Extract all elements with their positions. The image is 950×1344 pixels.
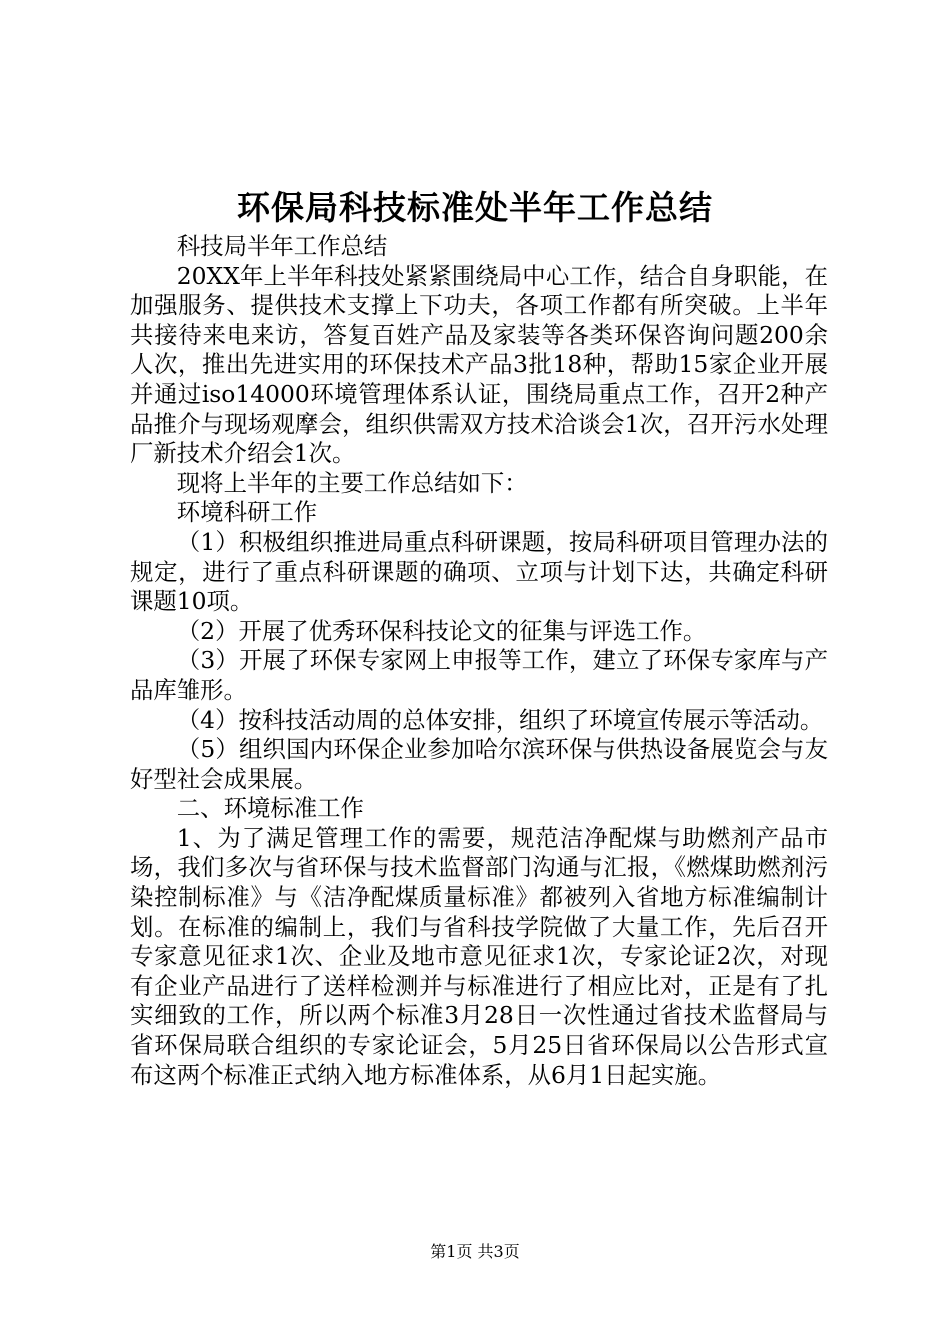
paragraph-item-3: （3）开展了环保专家网上申报等工作，建立了环保专家库与产品库雏形。 <box>130 646 828 704</box>
paragraph-intro: 现将上半年的主要工作总结如下： <box>176 468 528 497</box>
paragraph-item-1: （1）积极组织推进局重点科研课题，按局科研项目管理办法的规定，进行了重点科研课题的确项、立项与计划下达，共确定科研课题10项。 <box>130 527 828 616</box>
page-footer: 第1页 共3页 <box>430 1242 520 1261</box>
paragraph-overview: 20XX年上半年科技处紧紧围绕局中心工作，结合自身职能，在加强服务、提供技术支撑上下功夫，各项工作都有所突破。上半年共接待来电来访，答复百姓产品及家装等各类环保咨询问题200余人次，推出先进实用的环保技术产品3批18种，帮助15家企业开展并通过iso14000环境管理体系认证，围绕局重点工作，召开2种产品推介与现场观摩会，组织供需双方技术洽谈会1次，召开污水处理厂新技术介绍会1次。 <box>130 261 828 468</box>
paragraph-subtitle: 科技局半年工作总结 <box>176 232 388 260</box>
paragraph-item-4: （4）按科技活动周的总体安排，组织了环境宣传展示等活动。 <box>176 705 824 734</box>
section-heading-standards: 二、环境标准工作 <box>176 794 364 823</box>
document-title: 环保局科技标准处半年工作总结 <box>237 188 713 227</box>
paragraph-item-2: （2）开展了优秀环保科技论文的征集与评选工作。 <box>176 616 707 645</box>
paragraph-item-5: （5）组织国内环保企业参加哈尔滨环保与供热设备展览会与友好型社会成果展。 <box>130 735 828 793</box>
document-body <box>130 232 828 1090</box>
section-heading-research: 环境科研工作 <box>176 498 318 527</box>
paragraph-standards-1: 1、为了满足管理工作的需要，规范洁净配煤与助燃剂产品市场，我们多次与省环保与技术监督部门沟通与汇报，《燃煤助燃剂污染控制标准》与《洁净配煤质量标准》都被列入省地方标准编制计划。在标准的编制上，我们与省科技学院做了大量工作，先后召开专家意见征求1次、企业及地市意见征求1次，专家论证2次，对现有企业产品进行了送样检测并与标准进行了相应比对，正是有了扎实细致的工作，所以两个标准3月28日一次性通过省技术监督局与省环保局联合组织的专家论证会，5月25日省环保局以公告形式宣布这两个标准正式纳入地方标准体系，从6月1日起实施。 <box>130 823 828 1089</box>
